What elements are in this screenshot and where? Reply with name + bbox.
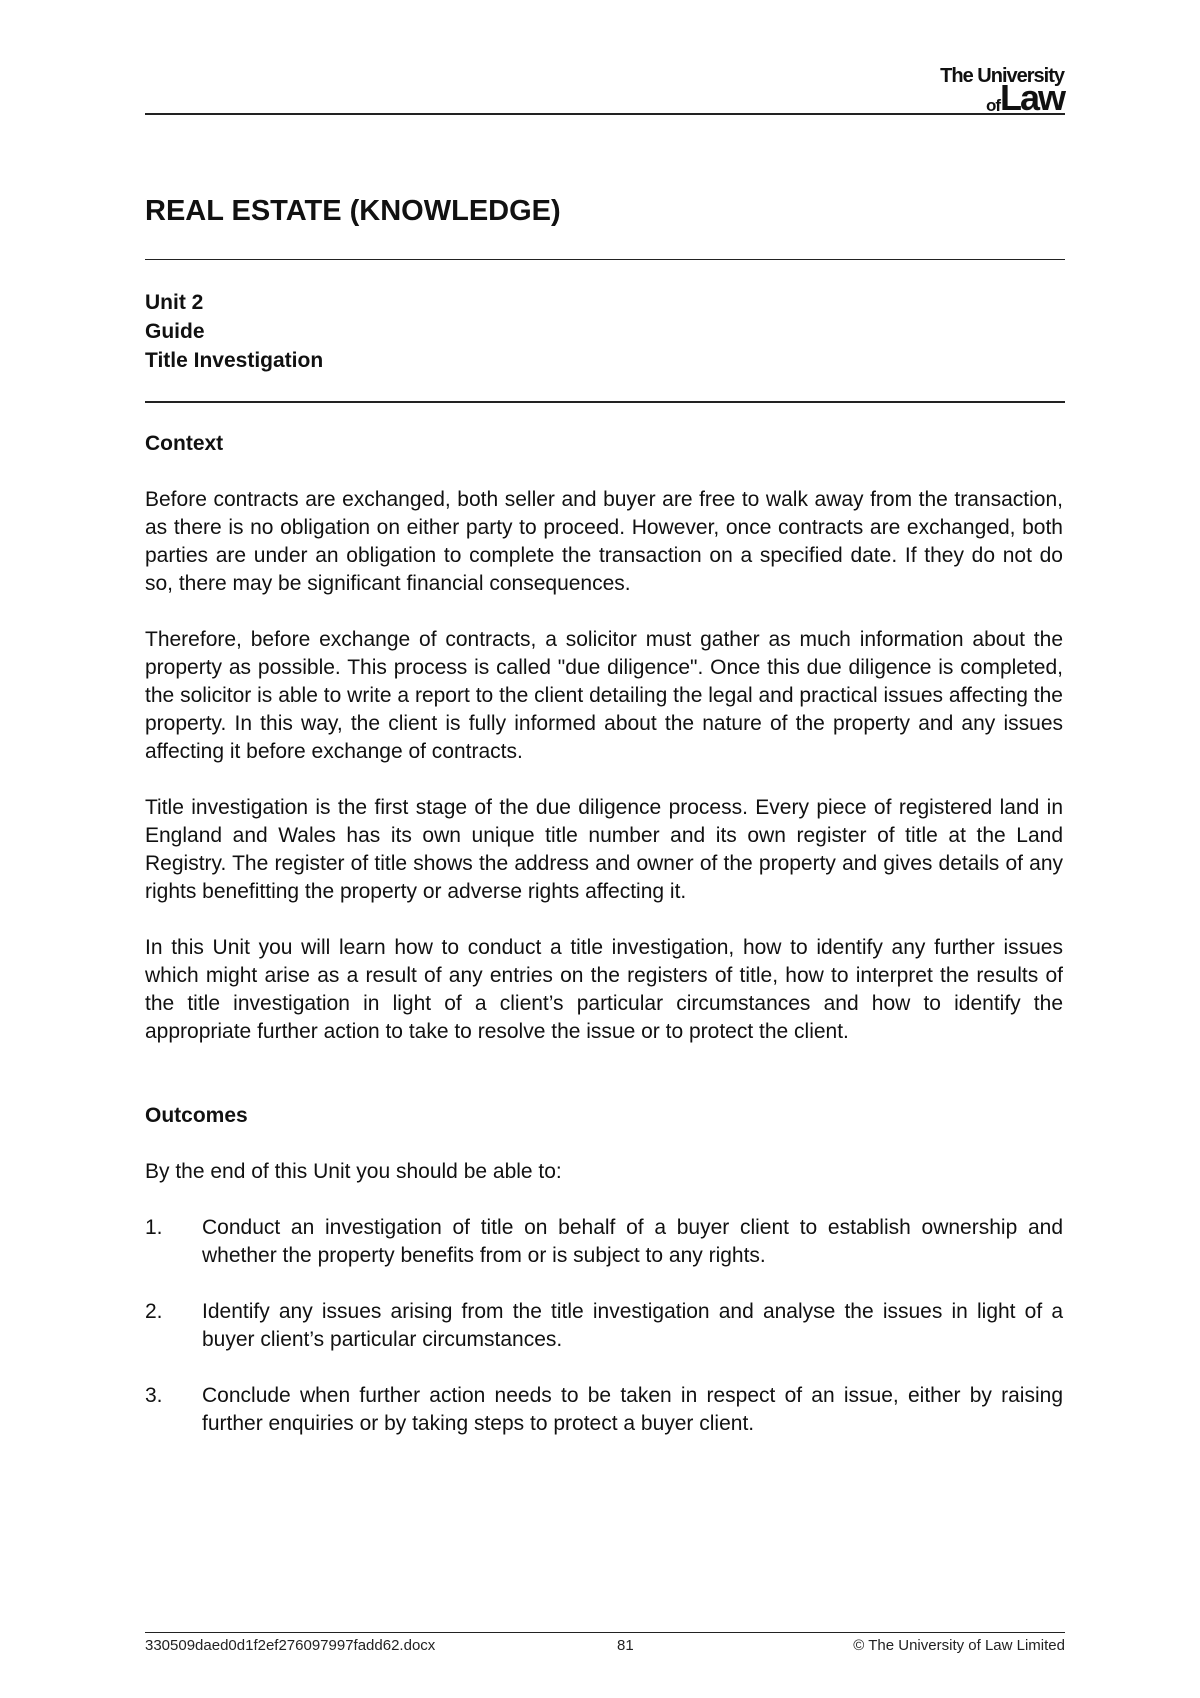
outcome-text: Conclude when further action needs to be taken in respect of an issue, either by raising further enquiries or by taking steps to protect a buyer client.: [202, 1384, 1063, 1435]
main-content: [145, 430, 1063, 1466]
unit-info: [145, 288, 323, 375]
footer-page-number: 81: [617, 1637, 634, 1654]
outcomes-list: [145, 1214, 1063, 1438]
context-heading: Context: [145, 432, 224, 455]
unit-divider: [145, 401, 1065, 403]
context-paragraph: In this Unit you will learn how to conduct a title investigation, how to identify any further issues which might arise as a result of any entries on the registers of title, how to interpret the results of the title investigation in light of a client’s particular circumstances and how to identify the appropriate further action to take to resolve the issue or to protect the client.: [145, 936, 1063, 1043]
unit-topic: Title Investigation: [145, 349, 324, 372]
page-footer: [145, 1637, 1065, 1657]
unit-guide-label: Guide: [145, 320, 205, 343]
logo-of: of: [985, 96, 1000, 115]
outcomes-heading: Outcomes: [145, 1104, 248, 1127]
footer-divider: [145, 1632, 1065, 1633]
document-title: REAL ESTATE (KNOWLEDGE): [145, 195, 561, 227]
context-paragraph: Title investigation is the first stage of the due diligence process. Every piece of registered land in England and Wales has its own unique title number and its own register of title at the Land Registry. The register of title shows the address and owner of the property and gives details of any rights benefitting the property or adverse rights affecting it.: [145, 796, 1063, 903]
university-logo: [940, 65, 1064, 118]
footer-copyright: © The University of Law Limited: [853, 1637, 1065, 1654]
context-paragraph: Before contracts are exchanged, both seller and buyer are free to walk away from the transaction, as there is no obligation on either party to proceed. However, once contracts are exchanged, both parties are under an obligation to complete the transaction on a specified date. If they do not do so, there may be significant financial consequences.: [145, 488, 1063, 595]
outcome-item: [145, 1298, 1063, 1354]
outcome-text: Conduct an investigation of title on behalf of a buyer client to establish ownership and whether the property benefits from or is subject to any rights.: [202, 1216, 1063, 1267]
outcomes-intro: By the end of this Unit you should be able to:: [145, 1160, 562, 1183]
outcome-item: [145, 1214, 1063, 1270]
logo-law: Law: [999, 77, 1064, 118]
outcome-number: 2.: [145, 1300, 163, 1323]
footer-filename: 330509daed0d1f2ef276097997fadd62.docx: [145, 1637, 436, 1654]
outcome-text: Identify any issues arising from the title investigation and analyse the issues in light of a buyer client’s particular circumstances.: [202, 1300, 1063, 1351]
logo-line-1: The University: [940, 65, 1064, 87]
outcome-number: 1.: [145, 1216, 163, 1239]
outcome-item: [145, 1382, 1063, 1438]
context-paragraph: Therefore, before exchange of contracts, a solicitor must gather as much information about the property as possible. This process is called "due diligence". Once this due diligence is completed, the solicitor is able to write a report to the client detailing the legal and practical issues affecting the property. In this way, the client is fully informed about the nature of the property and any issues affecting it before exchange of contracts.: [145, 628, 1063, 763]
title-divider: [145, 259, 1065, 260]
outcome-number: 3.: [145, 1384, 163, 1407]
header-divider: [145, 113, 1065, 115]
unit-number: Unit 2: [145, 291, 204, 314]
